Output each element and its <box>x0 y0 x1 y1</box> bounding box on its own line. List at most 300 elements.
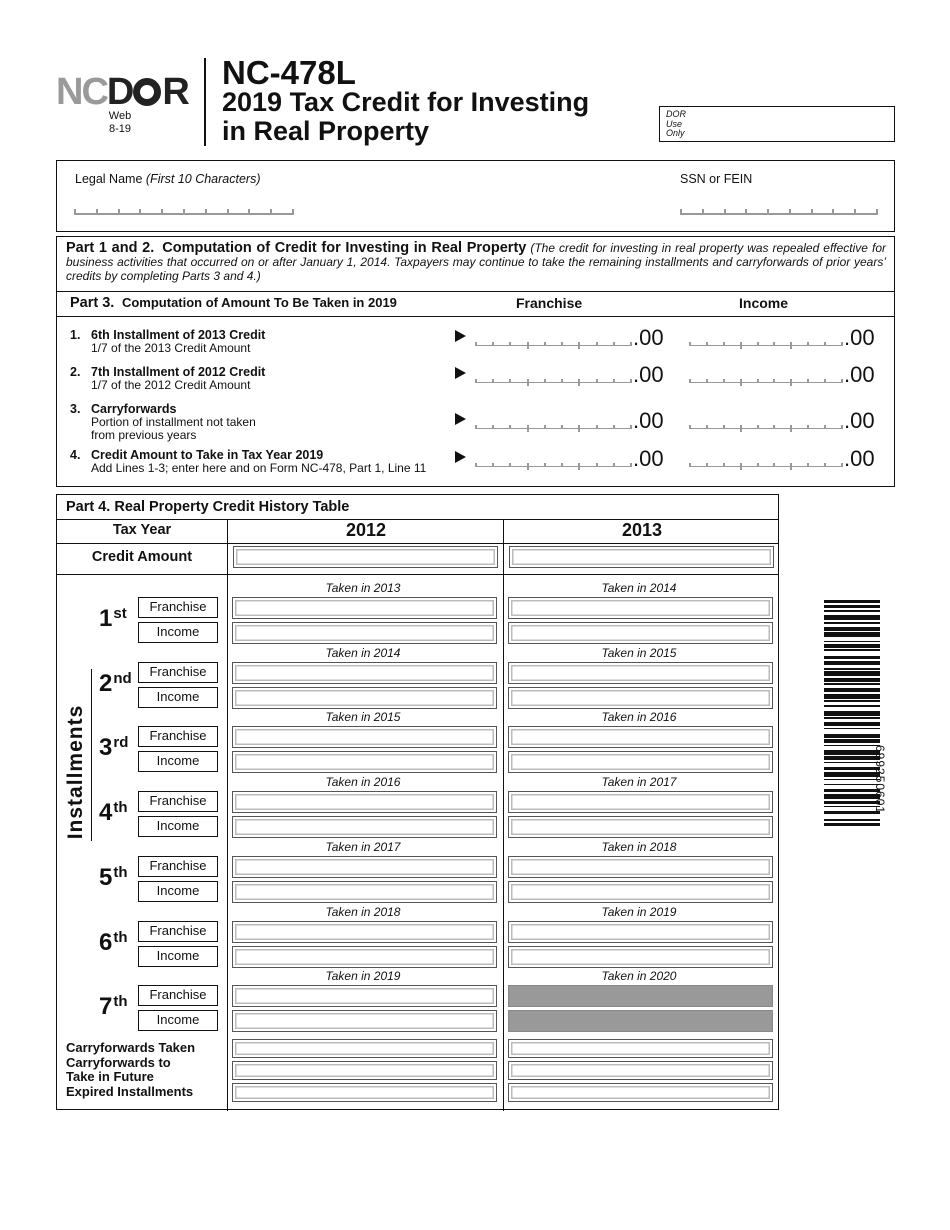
expired-installments-2013-input[interactable] <box>508 1083 773 1102</box>
ordinal-number: 6 <box>99 929 113 956</box>
digit-tick <box>561 379 563 383</box>
part-1-2-note: (The credit for investing in real property was repealed effective for business activities that occurred on or after January 1, 2014. Taxpayers may continue to take the remaining installments and carryforwards of prior years’ credits by completing Parts 3 and 4.) <box>66 241 886 283</box>
digit-tick <box>841 379 843 383</box>
taken-in-label: Taken in 2020 <box>601 969 677 983</box>
ordinal-number: 3 <box>99 734 113 761</box>
income-tag: Income <box>138 622 218 643</box>
installment-ordinal <box>99 989 128 1020</box>
legal-name-label <box>75 172 261 186</box>
line-4-income-amount-input[interactable] <box>690 459 842 467</box>
digit-tick <box>492 425 494 429</box>
barcode-bar <box>824 728 880 730</box>
section-divider <box>57 316 894 317</box>
bottom-row-labels <box>66 1041 195 1099</box>
part-3-heading: Part 3. <box>70 295 115 311</box>
taken-in-label: Taken in 2013 <box>325 581 401 595</box>
digit-tick <box>630 379 632 383</box>
version-label: 8-19 <box>108 123 132 135</box>
franchise-tag: Franchise <box>138 726 218 747</box>
installment-4-2013-income-input[interactable] <box>508 816 773 838</box>
digit-tick <box>492 342 494 346</box>
logo-dor-text: D R <box>106 71 188 113</box>
header-divider <box>204 58 206 146</box>
installment-5-2013-income-input[interactable] <box>508 881 773 903</box>
digit-tick <box>509 342 511 346</box>
installment-6-2013-income-input[interactable] <box>508 946 773 968</box>
ordinal-suffix: th <box>113 799 128 816</box>
line-sub: Add Lines 1-3; enter here and on Form NC-478, Part 1, Line 11 <box>91 461 427 475</box>
barcode-bar <box>824 688 880 691</box>
digit-tick <box>790 379 792 386</box>
taken-in-label: Taken in 2019 <box>325 969 401 983</box>
cents-label: .00 <box>844 446 875 471</box>
part-4-title: Part 4. Real Property Credit History Table <box>66 499 350 515</box>
part-3-title-text: Computation of Amount To Be Taken in 2019 <box>121 295 397 310</box>
installment-2-2013-franchise-input[interactable] <box>508 662 773 684</box>
table-rule <box>57 574 778 575</box>
digit-tick <box>706 379 708 383</box>
barcode-bar <box>824 756 880 759</box>
ncdor-logo <box>56 72 188 112</box>
barcode-bar <box>824 627 880 630</box>
income-tag: Income <box>138 816 218 837</box>
barcode-bar <box>824 734 880 737</box>
digit-tick <box>613 342 615 346</box>
barcode-bar <box>824 806 880 808</box>
comb-tick <box>227 209 229 215</box>
comb-tick <box>876 209 878 215</box>
comb-tick <box>789 209 791 215</box>
barcode-bar <box>824 784 880 786</box>
barcode-bar <box>824 610 880 612</box>
installment-3-2013-franchise-input[interactable] <box>508 726 773 748</box>
installment-ordinal <box>99 601 127 632</box>
line-text <box>91 403 256 442</box>
line-number: 2. <box>70 365 81 379</box>
taken-in-label: Taken in 2018 <box>325 905 401 919</box>
ssn-fein-label: SSN or FEIN <box>680 172 753 186</box>
digit-tick <box>841 463 843 467</box>
barcode-bar <box>824 762 880 764</box>
digit-tick <box>689 342 691 346</box>
digit-tick <box>723 463 725 467</box>
installment-ordinal <box>99 730 128 761</box>
barcode-bar <box>824 801 880 804</box>
installment-2-2012-income-input[interactable] <box>232 687 497 709</box>
installment-5-2012-income-input[interactable] <box>232 881 497 903</box>
digit-tick <box>613 379 615 383</box>
cents-label: .00 <box>844 325 875 350</box>
cents-label: .00 <box>633 446 664 471</box>
taken-in-label: Taken in 2014 <box>325 646 401 660</box>
part-1-2-title: Computation of Credit for Investing in Real Property <box>162 240 527 256</box>
comb-tick <box>767 209 769 215</box>
dor-use-line: Use <box>666 118 683 129</box>
line-sub: from previous years <box>91 428 197 442</box>
comb-tick <box>139 209 141 215</box>
arrow-icon <box>455 367 466 379</box>
digit-tick <box>773 342 775 346</box>
installments-bracket <box>91 669 92 841</box>
digit-tick <box>596 379 598 383</box>
digit-tick <box>740 463 742 470</box>
ssn-fein-input[interactable] <box>681 209 877 215</box>
digit-tick <box>509 425 511 429</box>
digit-tick <box>527 379 529 386</box>
digit-tick <box>824 425 826 429</box>
digit-tick <box>475 463 477 467</box>
expired-installments-2012-input[interactable] <box>232 1083 497 1102</box>
line-title: 7th Installment of 2012 Credit <box>91 365 266 379</box>
cents-label: .00 <box>844 408 875 433</box>
year-2012-header: 2012 <box>345 520 387 540</box>
installment-7-2012-franchise-input[interactable] <box>232 985 497 1007</box>
income-column-header: Income <box>739 295 789 311</box>
installment-2-2012-franchise-input[interactable] <box>232 662 497 684</box>
line-title: Carryforwards <box>91 402 177 416</box>
taken-in-label: Taken in 2016 <box>601 710 677 724</box>
part-3-title <box>70 295 401 311</box>
line-3-franchise-amount-input[interactable] <box>476 421 631 429</box>
expired-installments-label: Expired Installments <box>66 1083 194 1099</box>
barcode-bar <box>824 739 880 742</box>
dor-use-only-box <box>659 106 895 142</box>
digit-tick <box>544 379 546 383</box>
digit-tick <box>807 342 809 346</box>
barcode-bar <box>824 661 880 664</box>
barcode-bar <box>824 745 880 747</box>
table-rule <box>227 519 228 1111</box>
digit-tick <box>527 425 529 432</box>
installment-1-2013-franchise-input[interactable] <box>508 597 773 619</box>
line-4-franchise-amount-input[interactable] <box>476 459 631 467</box>
digit-tick <box>613 463 615 467</box>
taken-in-label: Taken in 2016 <box>325 775 401 789</box>
carryforwards-taken-2013-input[interactable] <box>508 1039 773 1058</box>
installment-5-2013-franchise-input[interactable] <box>508 856 773 878</box>
credit-amount-label: Credit Amount <box>91 549 193 565</box>
barcode-bar <box>824 632 880 637</box>
franchise-tag: Franchise <box>138 921 218 942</box>
barcode-bar <box>824 811 880 814</box>
ordinal-number: 5 <box>99 864 113 891</box>
barcode-bar <box>824 622 880 624</box>
digit-tick <box>841 425 843 429</box>
installments-label: Installments <box>64 704 87 840</box>
cents-label: .00 <box>633 362 664 387</box>
digit-tick <box>807 463 809 467</box>
digit-tick <box>578 425 580 432</box>
comb-tick <box>292 209 294 215</box>
barcode-bar <box>824 717 880 719</box>
digit-tick <box>824 463 826 467</box>
carryforwards-to-label: Carryforwards to <box>66 1054 171 1070</box>
digit-tick <box>723 379 725 383</box>
digit-tick <box>509 379 511 383</box>
barcode-bar <box>824 823 880 826</box>
barcode-bar <box>824 750 880 755</box>
ordinal-suffix: nd <box>113 670 132 687</box>
cents-label: .00 <box>633 408 664 433</box>
form-number: NC-478L <box>222 54 356 91</box>
barcode-bar <box>824 656 880 659</box>
franchise-column-header: Franchise <box>516 295 583 311</box>
form-title <box>222 88 589 146</box>
installment-6-2012-income-input[interactable] <box>232 946 497 968</box>
income-tag: Income <box>138 687 218 708</box>
barcode <box>824 600 880 890</box>
ordinal-number: 1 <box>99 605 113 632</box>
installment-7-2013-franchise-input <box>508 985 773 1007</box>
franchise-tag: Franchise <box>138 791 218 812</box>
digit-tick <box>706 342 708 346</box>
line-title: Credit Amount to Take in Tax Year 2019 <box>91 448 324 462</box>
line-number: 3. <box>70 402 81 416</box>
barcode-bar <box>824 671 880 676</box>
comb-tick <box>96 209 98 215</box>
line-2-income-amount-input[interactable] <box>690 375 842 383</box>
line-3-income-amount-input[interactable] <box>690 421 842 429</box>
digit-tick <box>790 463 792 470</box>
digit-tick <box>630 463 632 467</box>
comb-tick <box>832 209 834 215</box>
year-2013-header: 2013 <box>621 520 663 540</box>
take-in-future-label: Take in Future <box>66 1069 154 1084</box>
digit-tick <box>596 463 598 467</box>
installment-4-2012-franchise-input[interactable] <box>232 791 497 813</box>
digit-tick <box>740 425 742 432</box>
ordinal-number: 2 <box>99 670 113 697</box>
barcode-bar <box>824 767 880 770</box>
installment-3-2012-franchise-input[interactable] <box>232 726 497 748</box>
digit-tick <box>578 342 580 349</box>
barcode-bar <box>824 711 880 716</box>
ordinal-suffix: th <box>113 864 128 881</box>
installment-1-2013-income-input[interactable] <box>508 622 773 644</box>
installment-7-2012-income-input[interactable] <box>232 1010 497 1032</box>
digit-tick <box>790 425 792 432</box>
line-number: 1. <box>70 328 81 342</box>
digit-tick <box>596 425 598 429</box>
barcode-bar <box>824 678 880 681</box>
digit-tick <box>561 425 563 429</box>
comb-tick <box>74 209 76 215</box>
barcode-bar <box>824 605 880 608</box>
legal-name-label-text: Legal Name <box>75 172 143 186</box>
franchise-tag: Franchise <box>138 985 218 1006</box>
part-1-2-block <box>66 241 886 283</box>
installment-6-2012-franchise-input[interactable] <box>232 921 497 943</box>
comb-tick <box>270 209 272 215</box>
parts-1-3-section <box>56 236 895 487</box>
installment-4-2013-franchise-input[interactable] <box>508 791 773 813</box>
tax-year-header: Tax Year <box>112 522 172 538</box>
digit-tick <box>757 425 759 429</box>
web-label: Web <box>108 110 132 122</box>
installment-1-2012-franchise-input[interactable] <box>232 597 497 619</box>
taken-in-label: Taken in 2018 <box>601 840 677 854</box>
table-rule <box>503 519 504 1111</box>
digit-tick <box>689 425 691 429</box>
logo-ring-icon <box>133 78 161 106</box>
arrow-icon <box>455 330 466 342</box>
line-text <box>91 366 265 392</box>
table-rule <box>57 543 778 544</box>
barcode-number: 699250601 <box>873 745 887 815</box>
section-divider <box>57 291 894 292</box>
installment-ordinal <box>99 925 128 956</box>
cents-label: .00 <box>633 325 664 350</box>
dor-use-line: DOR <box>666 109 686 119</box>
comb-tick <box>248 209 250 215</box>
form-title-line2: in Real Property <box>222 116 430 146</box>
taken-in-label: Taken in 2017 <box>325 840 401 854</box>
line-2-franchise-amount-input[interactable] <box>476 375 631 383</box>
franchise-tag: Franchise <box>138 597 218 618</box>
digit-tick <box>561 342 563 346</box>
digit-tick <box>773 379 775 383</box>
comb-tick <box>183 209 185 215</box>
digit-tick <box>578 463 580 470</box>
comb-tick <box>702 209 704 215</box>
digit-tick <box>790 342 792 349</box>
digit-tick <box>773 463 775 467</box>
installment-5-2012-franchise-input[interactable] <box>232 856 497 878</box>
ordinal-number: 7 <box>99 993 113 1020</box>
barcode-bar <box>824 644 880 647</box>
digit-tick <box>706 463 708 467</box>
ordinal-suffix: rd <box>113 734 129 751</box>
dor-use-line: Only <box>666 128 685 138</box>
digit-tick <box>757 463 759 467</box>
digit-tick <box>527 463 529 470</box>
line-sub: Portion of installment not taken <box>91 415 256 429</box>
digit-tick <box>544 425 546 429</box>
digit-tick <box>527 342 529 349</box>
barcode-bar <box>824 694 880 699</box>
installment-3-2013-income-input[interactable] <box>508 751 773 773</box>
digit-tick <box>807 425 809 429</box>
barcode-bar <box>824 789 880 792</box>
barcode-bar <box>824 641 880 643</box>
comb-tick <box>724 209 726 215</box>
franchise-tag: Franchise <box>138 662 218 683</box>
carryforwards-taken-2012-input[interactable] <box>232 1039 497 1058</box>
barcode-bar <box>824 668 880 670</box>
line-sub: 1/7 of the 2012 Credit Amount <box>91 378 251 392</box>
installment-4-2012-income-input[interactable] <box>232 816 497 838</box>
income-tag: Income <box>138 751 218 772</box>
installment-1-2012-income-input[interactable] <box>232 622 497 644</box>
barcode-bar <box>824 772 880 777</box>
carryforwards-to-take-in-future-2012-input[interactable] <box>232 1061 497 1080</box>
taken-in-label: Taken in 2019 <box>601 905 677 919</box>
installment-ordinal <box>99 860 128 891</box>
credit-amount-2012-input[interactable] <box>233 546 498 568</box>
line-text <box>91 449 426 475</box>
digit-tick <box>475 342 477 346</box>
line-title: 6th Installment of 2013 Credit <box>91 328 266 342</box>
comb-tick <box>118 209 120 215</box>
line-sub: 1/7 of the 2013 Credit Amount <box>91 341 251 355</box>
digit-tick <box>544 342 546 346</box>
digit-tick <box>689 463 691 467</box>
carryforwards-taken-label: Carryforwards Taken <box>66 1040 196 1055</box>
comb-tick <box>680 209 682 215</box>
digit-tick <box>492 463 494 467</box>
installment-ordinal <box>99 795 128 826</box>
version-block <box>100 110 140 136</box>
barcode-bar <box>824 794 880 799</box>
line-1-income-amount-input[interactable] <box>690 338 842 346</box>
ordinal-suffix: th <box>113 993 128 1010</box>
digit-tick <box>689 379 691 383</box>
taken-in-label: Taken in 2017 <box>601 775 677 789</box>
carryforwards-to-take-in-future-2013-input[interactable] <box>508 1061 773 1080</box>
installment-ordinal <box>99 666 132 697</box>
digit-tick <box>841 342 843 346</box>
franchise-tag: Franchise <box>138 856 218 877</box>
form-title-line1: 2019 Tax Credit for Investing <box>222 87 590 117</box>
digit-tick <box>630 425 632 429</box>
arrow-icon <box>455 451 466 463</box>
installment-6-2013-franchise-input[interactable] <box>508 921 773 943</box>
comb-tick <box>745 209 747 215</box>
comb-tick <box>205 209 207 215</box>
barcode-bar <box>824 819 880 821</box>
cents-label: .00 <box>844 362 875 387</box>
legal-name-input[interactable] <box>75 209 293 215</box>
barcode-bar <box>824 615 880 620</box>
installment-7-2013-income-input <box>508 1010 773 1032</box>
digit-tick <box>630 342 632 346</box>
legal-name-hint: (First 10 Characters) <box>145 172 261 186</box>
taken-in-label: Taken in 2015 <box>325 710 401 724</box>
digit-tick <box>757 379 759 383</box>
digit-tick <box>706 425 708 429</box>
line-1-franchise-amount-input[interactable] <box>476 338 631 346</box>
digit-tick <box>561 463 563 467</box>
digit-tick <box>740 342 742 349</box>
barcode-bar <box>824 649 880 651</box>
digit-tick <box>475 379 477 383</box>
comb-tick <box>161 209 163 215</box>
ordinal-suffix: st <box>113 605 127 622</box>
installment-2-2013-income-input[interactable] <box>508 687 773 709</box>
ordinal-suffix: th <box>113 929 128 946</box>
digit-tick <box>773 425 775 429</box>
arrow-icon <box>455 413 466 425</box>
digit-tick <box>824 342 826 346</box>
barcode-bar <box>824 779 880 781</box>
digit-tick <box>723 425 725 429</box>
taken-in-label: Taken in 2014 <box>601 581 677 595</box>
income-tag: Income <box>138 946 218 967</box>
barcode-bar <box>824 700 880 702</box>
digit-tick <box>740 379 742 386</box>
digit-tick <box>757 342 759 346</box>
logo-nc-text: NC <box>56 71 107 113</box>
digit-tick <box>578 379 580 386</box>
income-tag: Income <box>138 1010 218 1031</box>
comb-tick <box>811 209 813 215</box>
installment-3-2012-income-input[interactable] <box>232 751 497 773</box>
digit-tick <box>824 379 826 383</box>
digit-tick <box>544 463 546 467</box>
digit-tick <box>492 379 494 383</box>
credit-amount-2013-input[interactable] <box>509 546 774 568</box>
barcode-bar <box>824 600 880 603</box>
